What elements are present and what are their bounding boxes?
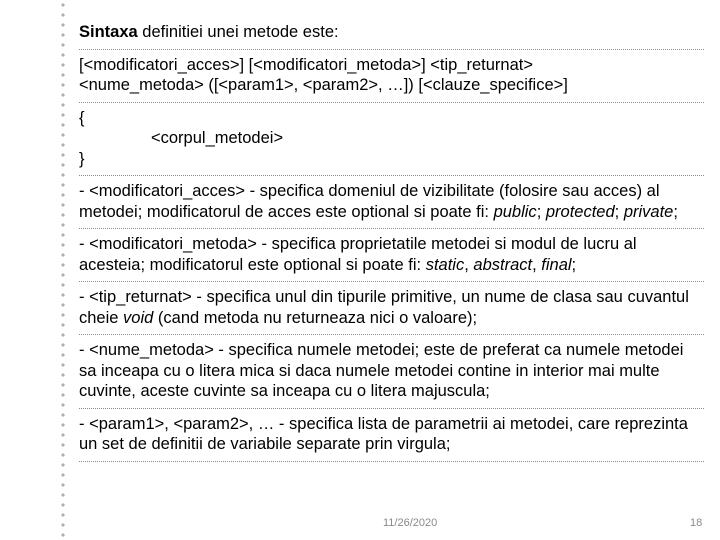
acces-public: public bbox=[493, 202, 537, 221]
separator: ; bbox=[614, 202, 624, 221]
close-brace: } bbox=[79, 149, 85, 168]
intro-text: definitiei unei metode este: bbox=[137, 23, 339, 41]
method-body-block bbox=[79, 103, 704, 177]
slide-number: 18 bbox=[690, 517, 703, 529]
syntax-paragraph bbox=[79, 50, 704, 103]
item-parametri: - <param1>, <param2>, … - specifica lista de parametrii ai metodei, care reprezinta un set de definitii de variabile separate prin virgula; bbox=[79, 409, 704, 462]
returnat-text-end: (cand metoda nu returneaza nici o valoare); bbox=[153, 308, 478, 327]
metoda-text: - <modificatori_metoda> - specifica proprietatile metodei si modul de lucru al acesteia; modificatorul este optional si poate fi: bbox=[79, 235, 637, 274]
metoda-final: final bbox=[541, 255, 572, 274]
returnat-text: - <tip_returnat> - specifica unul din tipurile primitive, un nume de clasa sau cuvantul cheie bbox=[79, 288, 689, 327]
metoda-abstract: abstract bbox=[473, 255, 533, 274]
slide-content bbox=[79, 22, 704, 462]
acces-text: - <modificatori_acces> - specifica domeniul de vizibilitate (folosire sau acces) al metodei; modificatorul de acces este optional si poate fi: bbox=[79, 182, 660, 221]
item-tip-returnat bbox=[79, 282, 704, 335]
intro-bold-term: Sintaxa bbox=[79, 23, 138, 41]
separator: ; bbox=[571, 255, 577, 274]
footer-date: 11/26/2020 bbox=[383, 517, 438, 529]
syntax-line-2: <nume_metoda> ([<param1>, <param2>, …]) [<clauze_specifice>] bbox=[79, 76, 568, 94]
item-nume-metoda: - <nume_metoda> - specifica numele metodei; este de preferat ca numele metodei sa inceapa cu o litera mica si daca numele metodei contine in interior mai multe cuvinte, aceste cuvinte sa inceapa cu o litera majuscula; bbox=[79, 335, 704, 409]
returnat-void: void bbox=[123, 308, 154, 327]
open-brace: { bbox=[79, 108, 85, 127]
acces-protected: protected bbox=[545, 202, 615, 221]
separator: ; bbox=[673, 202, 678, 221]
method-body-placeholder: <corpul_metodei> bbox=[151, 129, 284, 147]
item-modificatori-metoda bbox=[79, 229, 704, 282]
separator: , bbox=[464, 255, 474, 274]
decorative-dotted-line bbox=[60, 0, 66, 540]
item-modificatori-acces bbox=[79, 176, 704, 229]
separator: ; bbox=[536, 202, 546, 221]
metoda-static: static bbox=[425, 255, 465, 274]
acces-private: private bbox=[623, 202, 674, 221]
separator: , bbox=[532, 255, 542, 274]
syntax-line-1: [<modificatori_acces>] [<modificatori_metoda>] <tip_returnat> bbox=[79, 55, 533, 74]
intro-paragraph bbox=[79, 22, 704, 50]
